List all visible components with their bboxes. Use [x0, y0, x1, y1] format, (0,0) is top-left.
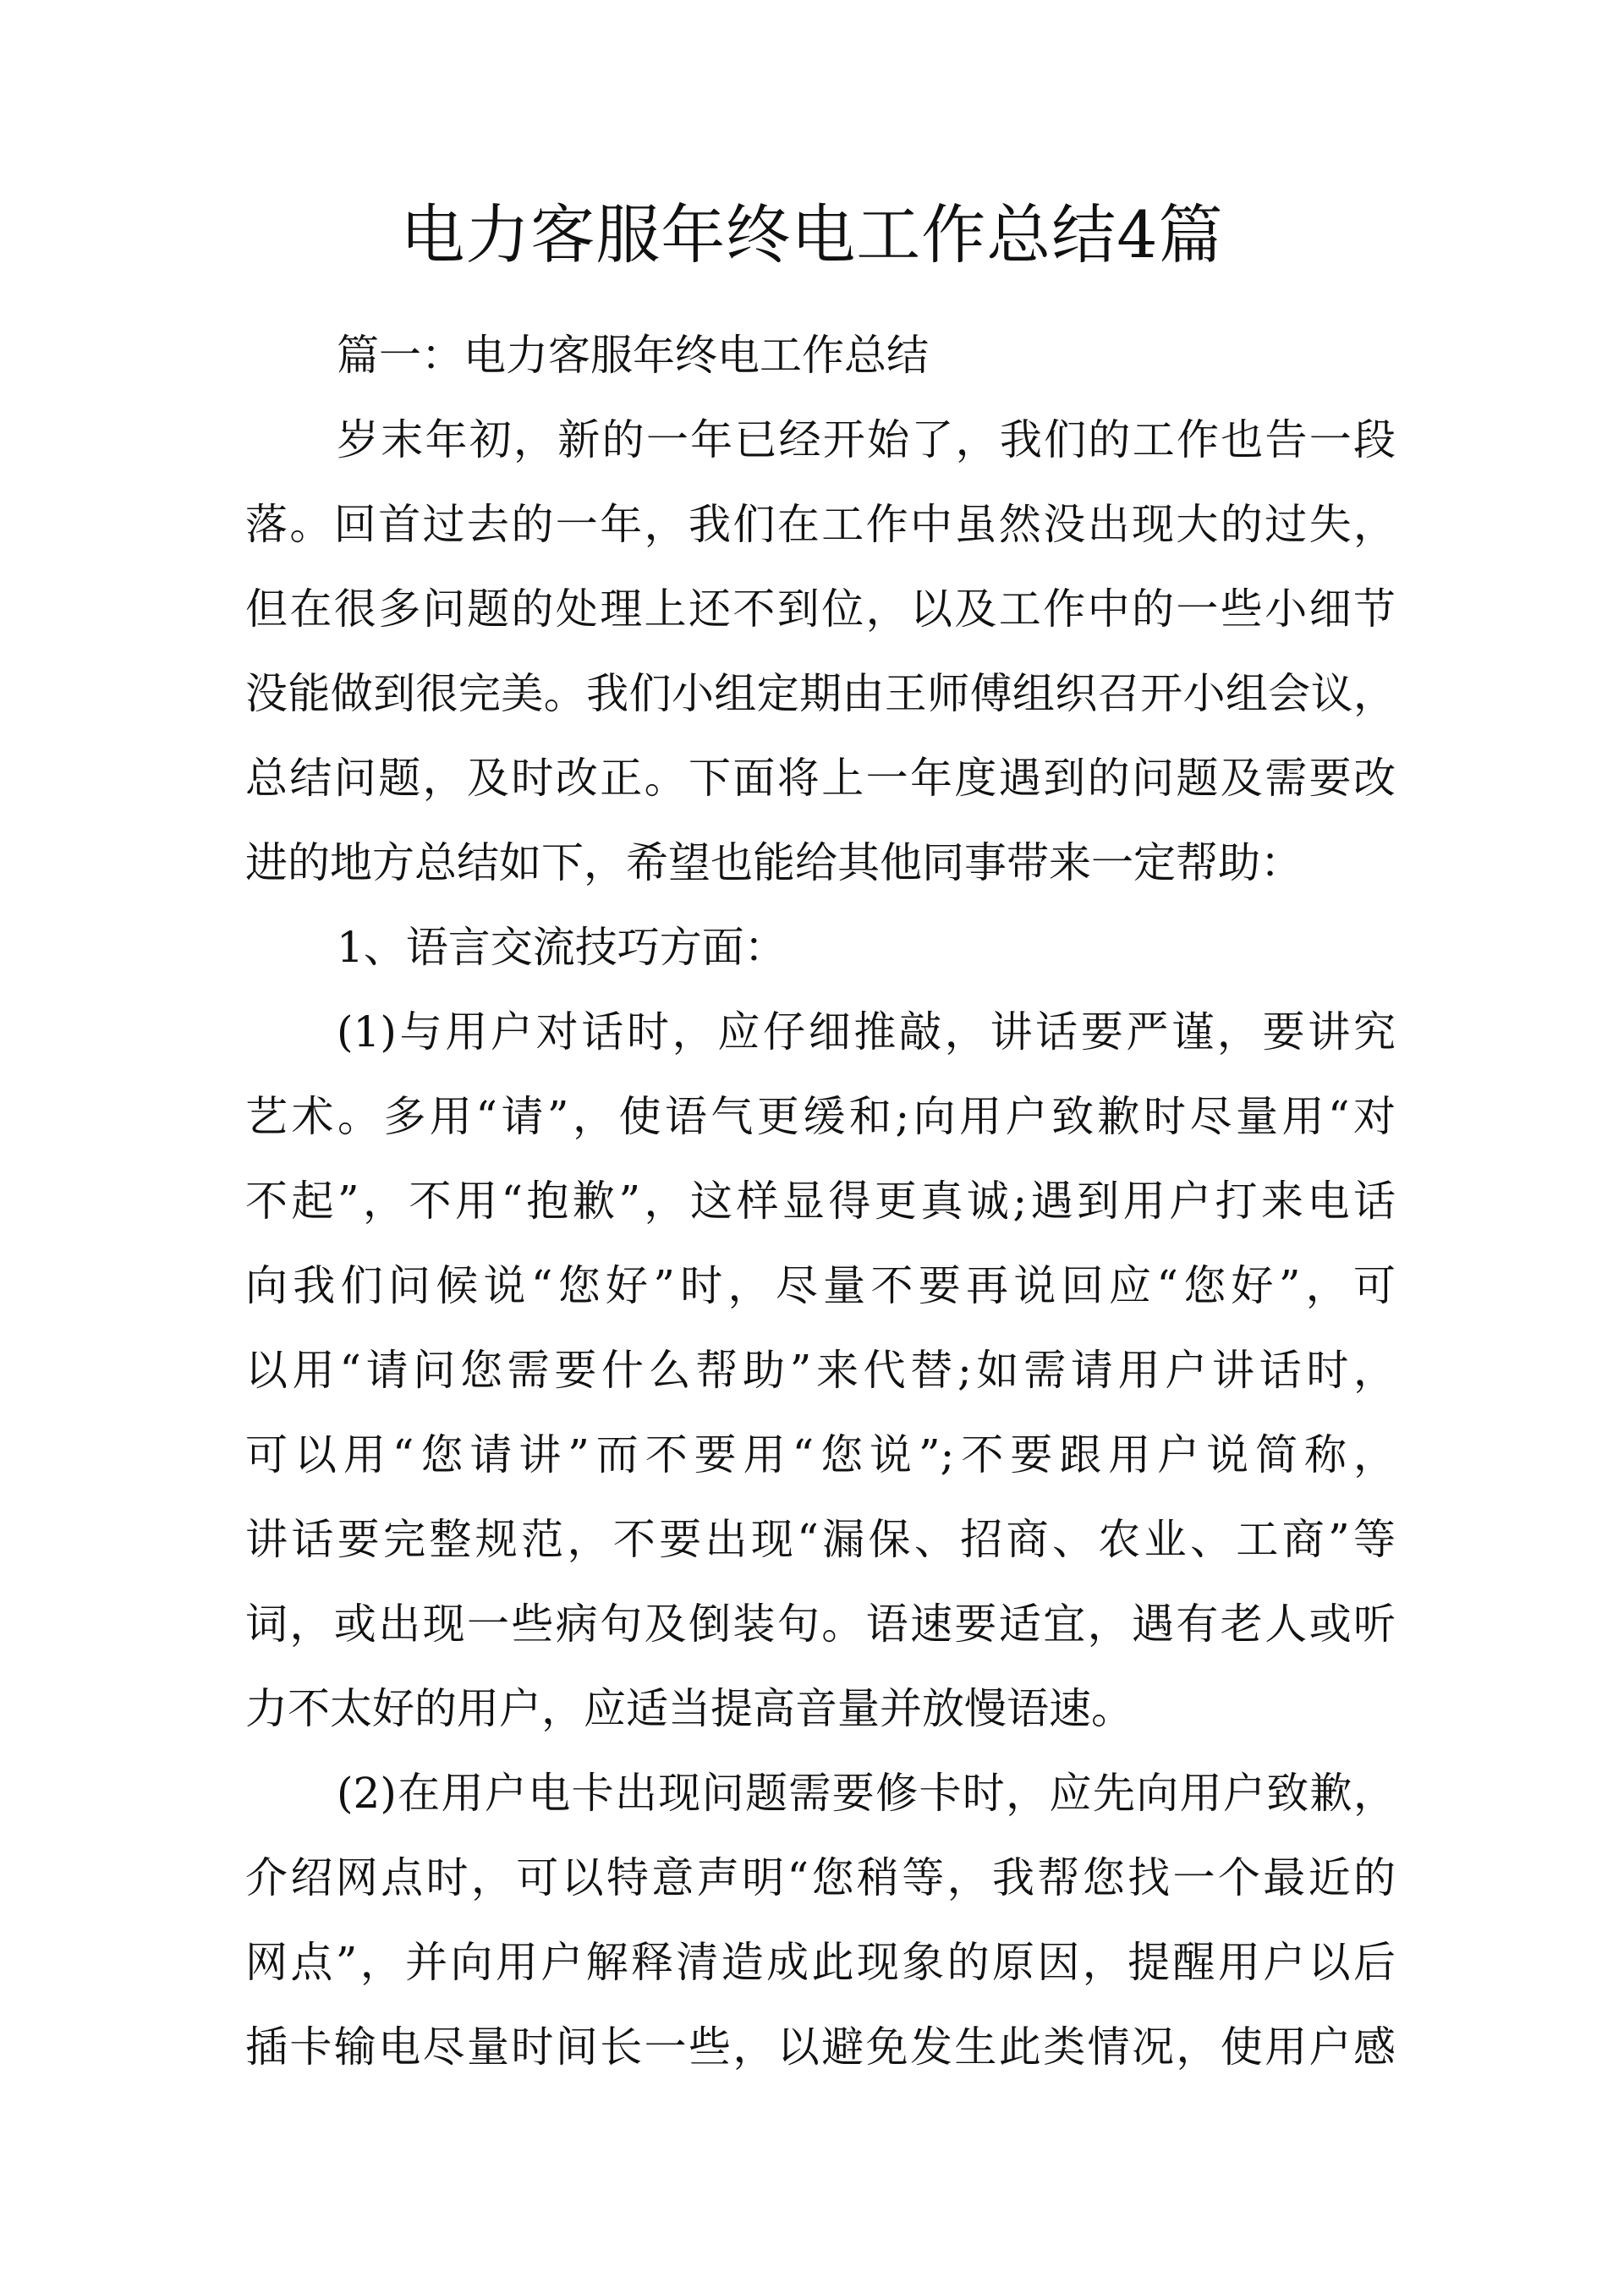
paragraph-line: (1)与用户对话时，应仔细推敲，讲话要严谨，要讲究 — [337, 1007, 1396, 1056]
paragraph-line: 岁末年初，新的一年已经开始了，我们的工作也告一段 — [337, 415, 1396, 464]
paragraph-line: 可以用“您请讲”而不要用“您说”;不要跟用户说简称， — [245, 1430, 1396, 1479]
paragraph-line: 但在很多问题的处理上还不到位，以及工作中的一些小细节 — [245, 584, 1396, 634]
paragraph-line: 落。回首过去的一年，我们在工作中虽然没出现大的过失， — [245, 500, 1396, 549]
document-title: 电力客服年终电工作总结4篇 — [400, 197, 1224, 272]
paragraph-line: 总结问题，及时改正。下面将上一年度遇到的问题及需要改 — [245, 754, 1396, 803]
paragraph-line: 词，或出现一些病句及倒装句。语速要适宜，遇有老人或听 — [245, 1600, 1396, 1649]
paragraph-line: 艺术。多用“请”，使语气更缓和;向用户致歉时尽量用“对 — [245, 1092, 1396, 1141]
list-heading: 1、语言交流技巧方面： — [337, 923, 787, 972]
paragraph-line: 以用“请问您需要什么帮助”来代替;如需请用户讲话时， — [245, 1346, 1396, 1395]
paragraph-line: 向我们问候说“您好”时，尽量不要再说回应“您好”，可 — [245, 1261, 1396, 1310]
paragraph-line: (2)在用户电卡出现问题需要修卡时，应先向用户致歉， — [337, 1769, 1396, 1818]
paragraph-line: 进的地方总结如下，希望也能给其他同事带来一定帮助： — [245, 838, 1303, 887]
paragraph-line: 讲话要完整规范，不要出现“漏保、招商、农业、工商”等 — [245, 1515, 1396, 1564]
paragraph-line: 不起”，不用“抱歉”，这样显得更真诚;遇到用户打来电话 — [245, 1177, 1396, 1226]
paragraph-line: 插卡输电尽量时间长一些，以避免发生此类情况，使用户感 — [245, 2022, 1396, 2072]
paragraph-line: 力不太好的用户，应适当提高音量并放慢语速。 — [245, 1684, 1133, 1733]
paragraph-line: 介绍网点时，可以特意声明“您稍等，我帮您找一个最近的 — [245, 1853, 1396, 1902]
paragraph-line: 没能做到很完美。我们小组定期由王师傅组织召开小组会议， — [245, 669, 1396, 718]
document-body — [245, 313, 1396, 2089]
section-heading: 篇一：电力客服年终电工作总结 — [337, 331, 929, 380]
paragraph-line: 网点”，并向用户解释清造成此现象的原因，提醒用户以后 — [245, 1938, 1396, 1987]
